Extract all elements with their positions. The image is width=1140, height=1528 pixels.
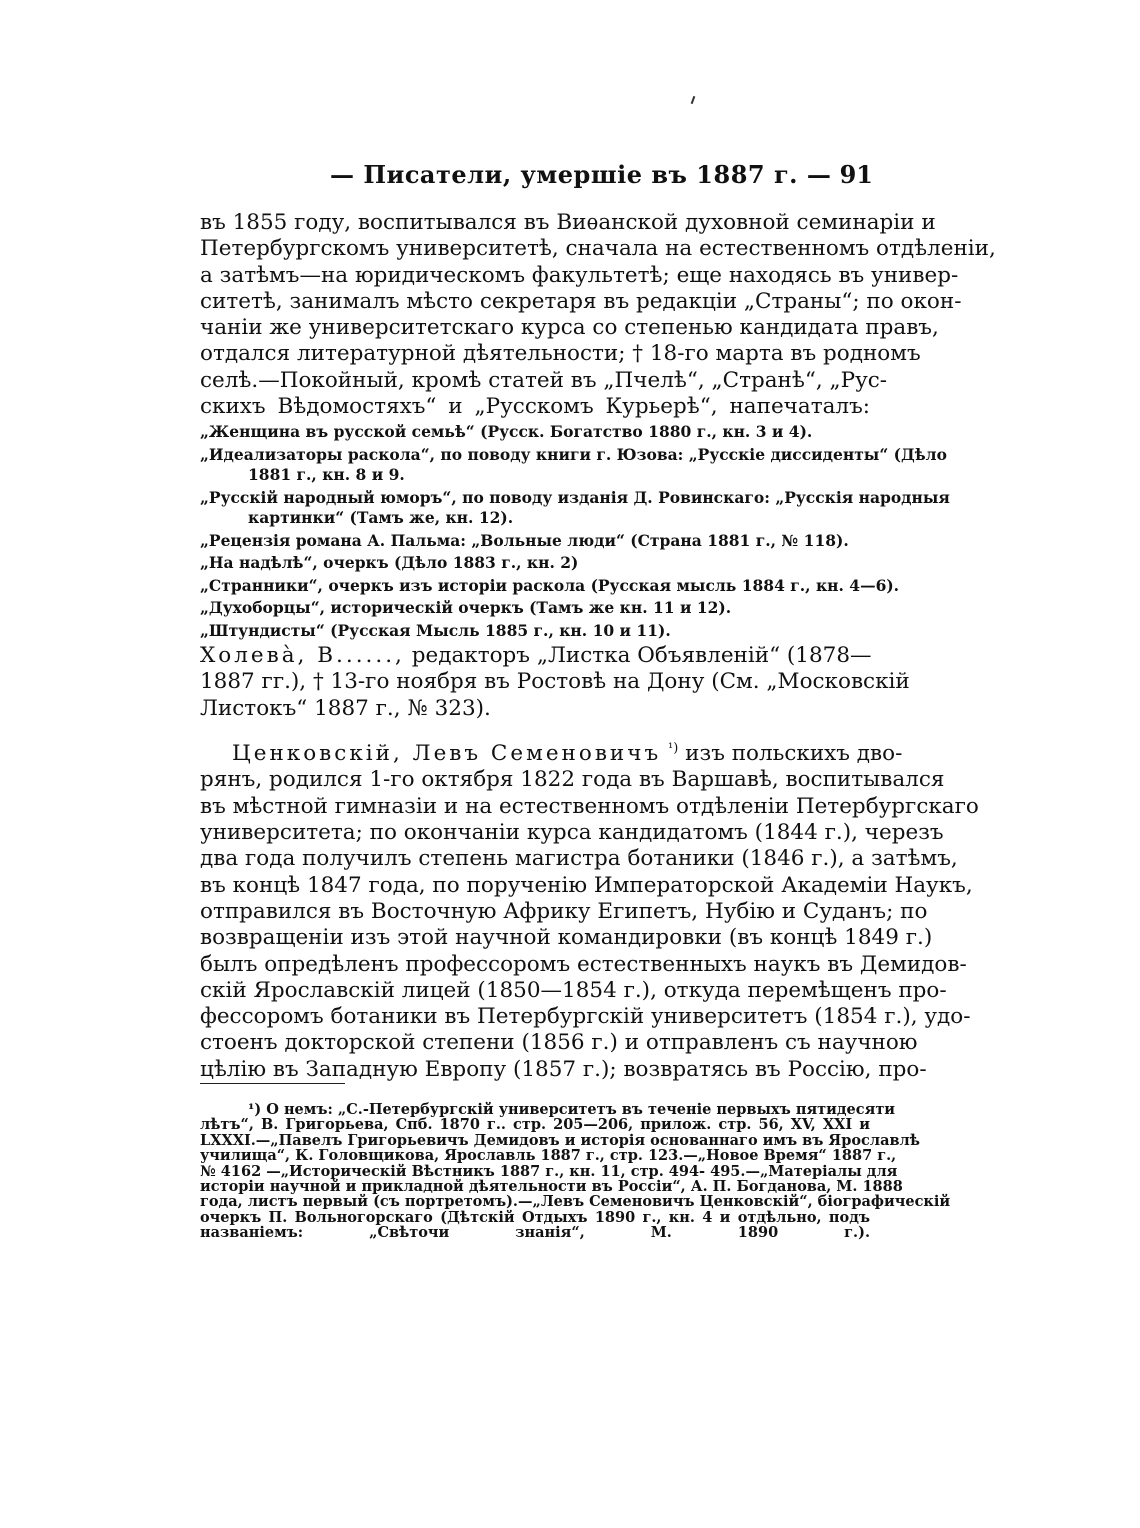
bibliography-entry [200,444,947,486]
bibliography-entry [200,487,950,529]
footnote [200,1101,951,1242]
bibliography-entry [200,422,875,443]
paragraph-line: селѣ.—Покойный, кромѣ статей въ „Пчелѣ“, „Странѣ“, „Рус- [200,367,888,393]
bibliography-line: картинки“ (Тамъ же, кн. 12). [248,508,514,527]
bibliography-line: „Штундисты“ (Русская Мысль 1885 г., кн. 10 и 11). [200,620,671,640]
header-title: — Писатели, умершіе въ 1887 г. — [330,160,832,189]
footnote-reference[interactable]: ¹) [668,741,679,756]
paragraph-line [200,736,903,767]
bibliography-list [200,422,950,643]
paragraph-line: 1887 гг.), † 13-го ноября въ Ростовѣ на Дону (См. „Московскій [200,669,910,695]
paragraph-line: ситетѣ, занималъ мѣсто секретаря въ редакціи „Страны“; по окон- [200,288,962,314]
person-name: Холевà, В......, [200,643,405,668]
running-header [200,156,875,196]
footnote-line: лѣтъ“, В. Григорьева, Спб. 1870 г.. стр. 205—206, прилож. стр. 56, XV, XXI и [200,1116,870,1134]
bibliography-entry [200,531,875,552]
footnote-line: училища“, К. Головщикова, Ярославль 1887 г., стр. 123.—„Новое Время“ 1887 г., [200,1147,897,1165]
paragraph-line: возвращеніи изъ этой научной командировки (въ концѣ 1849 г.) [200,925,933,951]
paragraph-line: фессоромъ ботаники въ Петербургскій университетъ (1854 г.), удо- [200,1004,971,1030]
paragraph-line: а затѣмъ—на юридическомъ факультетѣ; еще находясь въ универ- [200,262,959,288]
footnote-line: № 4162 —„Историческій Вѣстникъ 1887 г., кн. 11, стр. 494- 495.—„Матеріалы для [200,1162,898,1180]
paragraph-line: Листокъ“ 1887 г., № 323). [200,695,491,721]
bibliography-entry [200,575,900,597]
bibliography-line: „Идеализаторы раскола“, по поводу книги г. Юзова: „Русскіе диссиденты“ (Дѣло [200,444,947,464]
paragraph-line: скій Ярославскій лицей (1850—1854 г.), откуда перемѣщенъ про- [200,977,947,1003]
footnote-line: ¹) О немъ: „С.-Петербургскій университетъ въ теченіе первыхъ пятидесяти [248,1101,896,1118]
paragraph-line [200,643,870,669]
paragraph-line: былъ опредѣленъ профессоромъ естественныхъ наукъ въ Демидов- [200,951,967,977]
footnote-divider [200,1083,345,1084]
bibliography-line: „Женщина въ русской семьѣ“ (Русск. Богатство 1880 г., кн. 3 и 4). [200,422,813,441]
paragraph-line: университета; по окончаніи курса кандидатомъ (1844 г.), черезъ [200,820,944,846]
tsenkovsky-paragraph [200,736,979,1083]
bibliography-entry [200,598,875,619]
kholeva-paragraph [200,643,910,722]
paragraph-line: два года получилъ степень магистра ботаники (1846 г.), а затѣмъ, [200,846,958,872]
bibliography-line: „Духоборцы“, историческій очеркъ (Тамъ же кн. 11 и 12). [200,598,732,617]
bibliography-line: „Рецензія романа А. Пальма: „Вольные люди“ (Страна 1881 г., № 118). [200,530,849,550]
bibliography-entry [200,553,875,574]
footnote-line: года, листъ первый (съ портретомъ).—„Левъ Семеновичъ Ценковскій“, біографическій [200,1193,951,1211]
paragraph-line: отдался литературной дѣятельности; † 18-го марта въ родномъ [200,341,921,367]
bibliography-line: „Русскій народный юморъ“, по поводу изданія Д. Ровинскаго: „Русскія народныя [200,487,950,507]
stray-ink-mark [691,96,696,104]
paragraph-line: чаніи же университетскаго курса со степенью кандидата правъ, [200,315,939,341]
bibliography-entry [200,621,875,642]
paragraph-line: цѣлію въ Западную Европу (1857 г.); возвратясь въ Россію, про- [200,1056,927,1082]
paragraph-line: стоенъ докторской степени (1856 г.) и отправленъ съ научною [200,1030,918,1056]
footnote-line: исторіи научной и прикладной дѣятельности въ Россіи“, А. П. Богданова, М. 1888 [200,1178,903,1196]
intro-paragraph [200,210,996,420]
paragraph-line: скихъ Вѣдомостяхъ“ и „Русскомъ Курьерѣ“, напечаталъ: [200,394,870,420]
footnote-line: названіемъ: „Свѣточи знанія“, М. 1890 г.). [200,1224,870,1242]
footnote-line: LXXXI.—„Павелъ Григорьевичъ Демидовъ и исторія основаннаго имъ въ Ярославлѣ [200,1131,920,1149]
paragraph-line: въ 1855 году, воспитывался въ Виѳанской духовной семинаріи и [200,210,936,235]
bibliography-line: „На надѣлѣ“, очеркъ (Дѣло 1883 г., кн. 2) [200,553,579,572]
bibliography-line: 1881 г., кн. 8 и 9. [248,465,405,484]
paragraph-text: изъ польскихъ дво- [685,741,903,767]
footnote-line: очеркъ П. Вольногорскаго (Дѣтскій Отдыхъ 1890 г., кн. 4 и отдѣльно, подъ [200,1208,870,1226]
paragraph-line: рянъ, родился 1-го октября 1822 года въ Варшавѣ, воспитывался [200,767,945,793]
page-number: 91 [839,160,873,189]
bibliography-line: „Странники“, очеркъ изъ исторіи раскола (Русская мысль 1884 г., кн. 4—6). [200,575,900,595]
person-name: Ценковскій, Левъ Семеновичъ [232,741,662,767]
paragraph-text: редакторъ „Листка Объявленій“ (1878— [411,643,872,668]
paragraph-line: Петербургскомъ университетѣ, сначала на естественномъ отдѣленіи, [200,236,996,262]
paragraph-line: въ концѣ 1847 года, по порученію Императорской Академіи Наукъ, [200,872,973,898]
paragraph-line: въ мѣстной гимназіи и на естественномъ отдѣленіи Петербургскаго [200,793,979,819]
paragraph-line: отправился въ Восточную Африку Египетъ, Нубію и Суданъ; по [200,898,928,924]
